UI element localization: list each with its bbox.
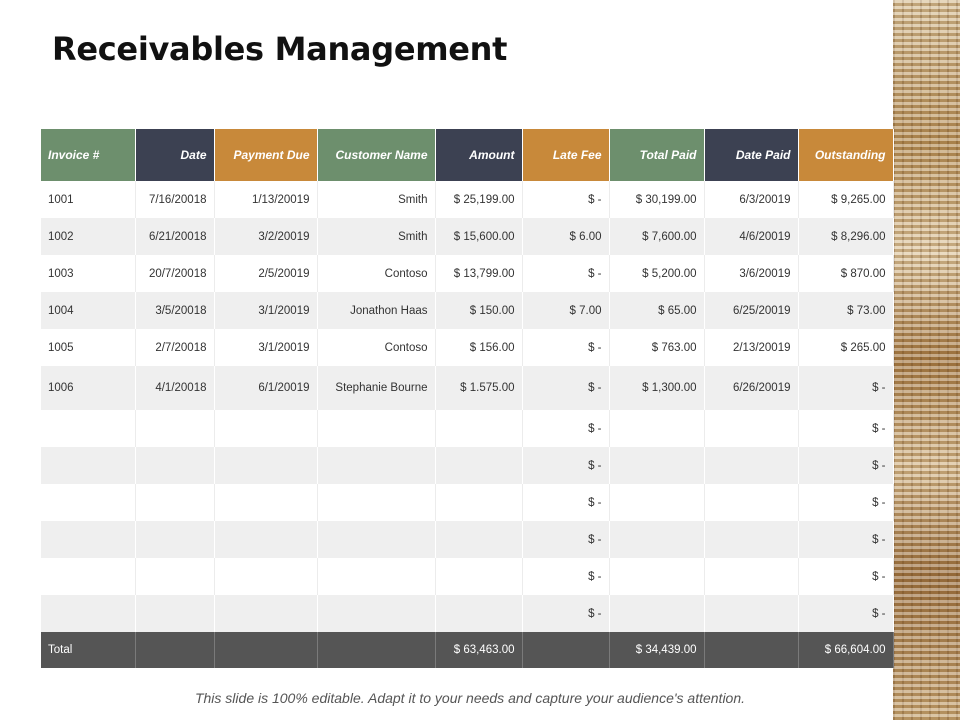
cell-date: 6/21/20018 bbox=[135, 218, 214, 255]
cell-customer-name: Contoso bbox=[317, 255, 435, 292]
cell-total-paid: $ 7,600.00 bbox=[609, 218, 704, 255]
cell-invoice: 1001 bbox=[41, 181, 135, 218]
total-payment-due bbox=[214, 632, 317, 668]
header-payment-due: Payment Due bbox=[214, 129, 317, 181]
cell-date: 2/7/20018 bbox=[135, 329, 214, 366]
cell-date-paid bbox=[704, 447, 798, 484]
cell-invoice: 1005 bbox=[41, 329, 135, 366]
cell-date: 4/1/20018 bbox=[135, 366, 214, 410]
cell-outstanding: $ 265.00 bbox=[798, 329, 893, 366]
cell-invoice bbox=[41, 595, 135, 632]
cell-amount bbox=[435, 521, 522, 558]
header-outstanding: Outstanding bbox=[798, 129, 893, 181]
cell-amount bbox=[435, 558, 522, 595]
cell-date-paid bbox=[704, 595, 798, 632]
cell-invoice bbox=[41, 558, 135, 595]
table-row bbox=[41, 447, 893, 484]
cell-date-paid bbox=[704, 521, 798, 558]
total-date bbox=[135, 632, 214, 668]
cell-customer-name bbox=[317, 595, 435, 632]
cell-customer-name: Smith bbox=[317, 218, 435, 255]
table-row bbox=[41, 218, 893, 255]
cell-payment-due: 3/1/20019 bbox=[214, 329, 317, 366]
cell-amount: $ 15,600.00 bbox=[435, 218, 522, 255]
header-late-fee: Late Fee bbox=[522, 129, 609, 181]
cell-date-paid: 2/13/20019 bbox=[704, 329, 798, 366]
cell-late-fee: $ - bbox=[522, 329, 609, 366]
cell-late-fee: $ - bbox=[522, 181, 609, 218]
total-invoice: Total bbox=[41, 632, 135, 668]
cell-outstanding: $ - bbox=[798, 521, 893, 558]
cell-amount bbox=[435, 484, 522, 521]
cell-outstanding: $ 9,265.00 bbox=[798, 181, 893, 218]
cell-date: 7/16/20018 bbox=[135, 181, 214, 218]
cell-total-paid bbox=[609, 558, 704, 595]
cell-late-fee: $ 6.00 bbox=[522, 218, 609, 255]
cell-payment-due: 1/13/20019 bbox=[214, 181, 317, 218]
total-customer-name bbox=[317, 632, 435, 668]
cell-total-paid bbox=[609, 595, 704, 632]
header-date: Date bbox=[135, 129, 214, 181]
cell-payment-due bbox=[214, 447, 317, 484]
cell-late-fee: $ - bbox=[522, 521, 609, 558]
cell-invoice bbox=[41, 410, 135, 447]
cell-outstanding: $ - bbox=[798, 595, 893, 632]
total-late-fee bbox=[522, 632, 609, 668]
cell-total-paid bbox=[609, 447, 704, 484]
cell-customer-name: Contoso bbox=[317, 329, 435, 366]
header-total-paid: Total Paid bbox=[609, 129, 704, 181]
total-total-paid: $ 34,439.00 bbox=[609, 632, 704, 668]
total-outstanding: $ 66,604.00 bbox=[798, 632, 893, 668]
cell-invoice: 1002 bbox=[41, 218, 135, 255]
cell-late-fee: $ - bbox=[522, 410, 609, 447]
cell-outstanding: $ - bbox=[798, 447, 893, 484]
cell-payment-due: 3/1/20019 bbox=[214, 292, 317, 329]
header-row bbox=[41, 129, 893, 181]
cell-total-paid: $ 763.00 bbox=[609, 329, 704, 366]
cell-amount: $ 156.00 bbox=[435, 329, 522, 366]
cell-date bbox=[135, 558, 214, 595]
cell-amount bbox=[435, 595, 522, 632]
cell-invoice: 1006 bbox=[41, 366, 135, 410]
table-row bbox=[41, 366, 893, 410]
cell-invoice bbox=[41, 484, 135, 521]
cell-payment-due: 2/5/20019 bbox=[214, 255, 317, 292]
table-row bbox=[41, 410, 893, 447]
cell-late-fee: $ - bbox=[522, 447, 609, 484]
header-customer-name: Customer Name bbox=[317, 129, 435, 181]
table-row bbox=[41, 484, 893, 521]
table-row bbox=[41, 329, 893, 366]
cell-late-fee: $ - bbox=[522, 595, 609, 632]
cell-invoice bbox=[41, 447, 135, 484]
cell-amount: $ 1.575.00 bbox=[435, 366, 522, 410]
cell-date bbox=[135, 484, 214, 521]
cell-payment-due bbox=[214, 558, 317, 595]
cell-late-fee: $ - bbox=[522, 255, 609, 292]
cell-customer-name bbox=[317, 484, 435, 521]
cell-amount: $ 13,799.00 bbox=[435, 255, 522, 292]
cell-total-paid bbox=[609, 521, 704, 558]
cell-customer-name bbox=[317, 410, 435, 447]
cell-outstanding: $ - bbox=[798, 410, 893, 447]
cell-late-fee: $ 7.00 bbox=[522, 292, 609, 329]
table-row bbox=[41, 558, 893, 595]
cell-invoice bbox=[41, 521, 135, 558]
cell-date bbox=[135, 447, 214, 484]
cell-total-paid: $ 65.00 bbox=[609, 292, 704, 329]
cell-late-fee: $ - bbox=[522, 484, 609, 521]
receivables-table bbox=[41, 129, 894, 668]
cell-outstanding: $ 8,296.00 bbox=[798, 218, 893, 255]
header-amount: Amount bbox=[435, 129, 522, 181]
cell-customer-name bbox=[317, 521, 435, 558]
cell-date bbox=[135, 595, 214, 632]
cell-customer-name bbox=[317, 447, 435, 484]
cell-date-paid: 4/6/20019 bbox=[704, 218, 798, 255]
cell-outstanding: $ - bbox=[798, 484, 893, 521]
cell-payment-due bbox=[214, 410, 317, 447]
cell-amount: $ 150.00 bbox=[435, 292, 522, 329]
cell-outstanding: $ 73.00 bbox=[798, 292, 893, 329]
cell-date: 20/7/20018 bbox=[135, 255, 214, 292]
cell-amount: $ 25,199.00 bbox=[435, 181, 522, 218]
cell-date-paid bbox=[704, 410, 798, 447]
cell-payment-due: 3/2/20019 bbox=[214, 218, 317, 255]
table-row bbox=[41, 255, 893, 292]
cell-customer-name bbox=[317, 558, 435, 595]
cell-amount bbox=[435, 410, 522, 447]
table-row bbox=[41, 521, 893, 558]
cell-late-fee: $ - bbox=[522, 366, 609, 410]
cell-date bbox=[135, 410, 214, 447]
cell-date-paid bbox=[704, 558, 798, 595]
cell-invoice: 1003 bbox=[41, 255, 135, 292]
cell-payment-due bbox=[214, 521, 317, 558]
cell-total-paid bbox=[609, 410, 704, 447]
cell-customer-name: Smith bbox=[317, 181, 435, 218]
total-date-paid bbox=[704, 632, 798, 668]
cell-total-paid bbox=[609, 484, 704, 521]
cell-date-paid: 3/6/20019 bbox=[704, 255, 798, 292]
cell-late-fee: $ - bbox=[522, 558, 609, 595]
page-title: Receivables Management bbox=[52, 30, 508, 68]
cell-outstanding: $ - bbox=[798, 366, 893, 410]
cell-amount bbox=[435, 447, 522, 484]
cell-date: 3/5/20018 bbox=[135, 292, 214, 329]
header-invoice: Invoice # bbox=[41, 129, 135, 181]
cell-total-paid: $ 1,300.00 bbox=[609, 366, 704, 410]
cell-date-paid: 6/25/20019 bbox=[704, 292, 798, 329]
cell-outstanding: $ - bbox=[798, 558, 893, 595]
cell-payment-due bbox=[214, 484, 317, 521]
cell-outstanding: $ 870.00 bbox=[798, 255, 893, 292]
cell-total-paid: $ 30,199.00 bbox=[609, 181, 704, 218]
coin-stack-image bbox=[893, 0, 960, 720]
cell-total-paid: $ 5,200.00 bbox=[609, 255, 704, 292]
footer-note: This slide is 100% editable. Adapt it to your needs and capture your audience's attention. bbox=[194, 690, 746, 706]
table-row bbox=[41, 181, 893, 218]
total-amount: $ 63,463.00 bbox=[435, 632, 522, 668]
cell-date-paid bbox=[704, 484, 798, 521]
cell-invoice: 1004 bbox=[41, 292, 135, 329]
table-row bbox=[41, 292, 893, 329]
cell-customer-name: Jonathon Haas bbox=[317, 292, 435, 329]
cell-payment-due bbox=[214, 595, 317, 632]
header-date-paid: Date Paid bbox=[704, 129, 798, 181]
cell-date-paid: 6/26/20019 bbox=[704, 366, 798, 410]
total-row bbox=[41, 632, 893, 668]
cell-date bbox=[135, 521, 214, 558]
cell-payment-due: 6/1/20019 bbox=[214, 366, 317, 410]
table-row bbox=[41, 595, 893, 632]
cell-customer-name: Stephanie Bourne bbox=[317, 366, 435, 410]
cell-date-paid: 6/3/20019 bbox=[704, 181, 798, 218]
